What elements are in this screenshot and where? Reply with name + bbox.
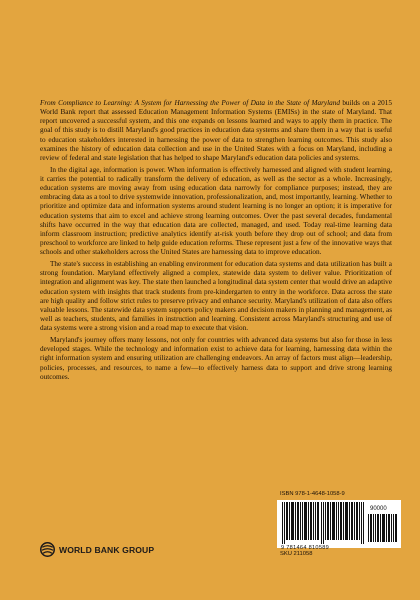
back-cover-text: [40, 99, 392, 385]
barcode-number: 9 781464 810589: [281, 545, 330, 551]
barcode-icon: [281, 502, 367, 544]
logo-text: WORLD BANK GROUP: [59, 544, 155, 555]
paragraph-2: In the digital age, information is power. When information is effectively harnessed and aligned with student learning, it carries the potential to radically transform the delivery of education, as well as the sector as a whole. Increasingly, education systems are moving away from using education data narrowly for compliance purposes; instead, they are embracing data as a tool to drive systemwide innovation, professionalization, and, most importantly, learning. Whether to prioritize and optimize data and information systems around student learning is no longer an option; it is imperative for education systems that aim to excel and achieve strong learning outcomes. Over the past several decades, fundamental shifts have occurred in the way that education data are collected, managed, and used. Today real-time learning data inform classroom instruction; predictive analytics identify at-risk youth before they drop out of school; and data from preschool to workforce are linked to help guide education reforms. These represent just a few of the innovative ways that schools and other stakeholders across the United States are harnessing data to improve education.: [40, 165, 392, 256]
world-bank-logo: [40, 542, 154, 557]
isbn-label: ISBN 978-1-4648-1058-9: [280, 491, 345, 497]
book-title-italic: From Compliance to Learning: A System for Harnessing the Power of Data in the State of Maryland: [40, 99, 340, 107]
paragraph-4: Maryland's journey offers many lessons, not only for countries with advanced data systems but also for those in less developed stages. While the technology and information exist to achieve data for learning, harnessing data within the right information system and ensuring utilization are challenging endeavors. An array of factors must align—leadership, policies, processes, and resources, to name a few—to effectively harness data to support and drive strong learning outcomes.: [40, 336, 392, 381]
paragraph-3: The state's success in establishing an enabling environment for education data systems and data utilization has built a strong foundation. Maryland effectively aligned a complex, statewide data system to deliver value. Prioritization of integration and alignment was key. The state then launched a longitudinal data system center that would drive an adaptive education system with insights that track students from pre-kindergarten to entry in the workforce. Data across the state are high quality and follow strict rules to preserve privacy and enhance security. Maryland's utilization of data also offers valuable lessons. The statewide data system supports policy makers and decision makers in planning and management, as well as teachers, students, and families in instruction and learning. Consistent across Maryland's structuring and use of data systems were a strong vision and a road map to execute that vision.: [40, 260, 392, 332]
paragraph-intro: [40, 99, 392, 163]
intro-body: builds on a 2015 World Bank report that assessed Education Management Information Systems (EMISs) in the state of Maryland. That report uncovered a successful system, and this one expands on lessons learned and ways to apply them in practice. The goal of this study is to distill Maryland's good practices in education data systems and share them in a way that is useful to education stakeholders interested in harnessing the power of data to strengthen learning outcomes. This study also examines the history of education data collection and use in the United States with a focus on Maryland, including a review of federal and state legislation that has helped to shape Maryland's education data policies and systems.: [40, 99, 392, 162]
globe-icon: [40, 542, 55, 557]
barcode-addon-number: 90000: [370, 506, 387, 512]
sku-label: SKU 211058: [280, 551, 313, 557]
addon-barcode-icon: [368, 514, 398, 542]
